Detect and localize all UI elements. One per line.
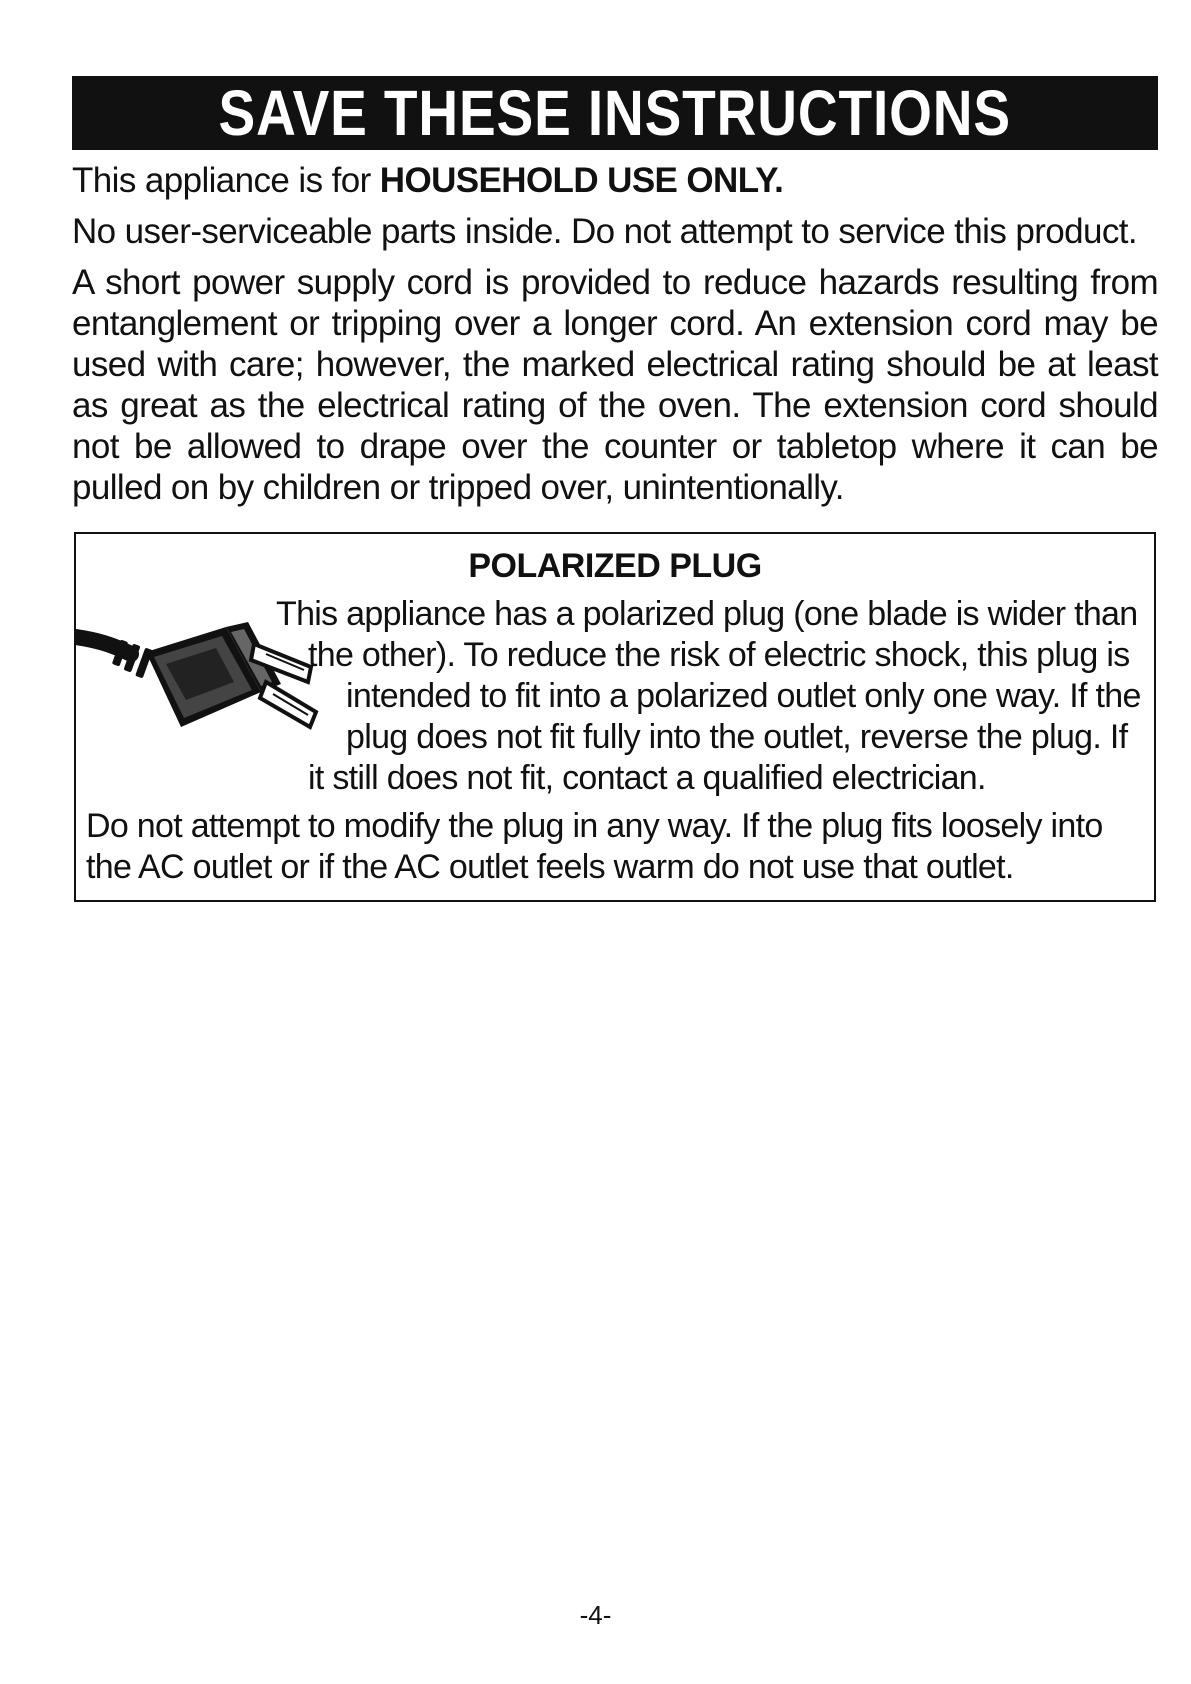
save-instructions-banner (72, 76, 1158, 150)
plug-text-line: the AC outlet or if the AC outlet feels warm do not use that outlet. (86, 848, 1014, 886)
plug-text-line: it still does not fit, contact a qualified electrician. (308, 759, 986, 797)
plug-text-line: intended to fit into a polarized outlet only one way. If the (346, 677, 1141, 715)
cord-notice: A short power supply cord is provided to reduce hazards resulting from entanglement or tripping over a longer cord. An extension cord may be used with care; however, the marked electrical rating should be at least as great as the electrical rating of the oven. The extension cord should not be allowed to drape over the counter or tabletop where it can be pulled on by children or tripped over, unintentionally. (72, 263, 1158, 507)
household-prefix: This appliance is for (72, 161, 380, 200)
polarized-plug-section (74, 532, 1156, 902)
household-use-notice (72, 160, 1158, 201)
plug-text-line: plug does not fit fully into the outlet, reverse the plug. If (346, 718, 1128, 756)
household-emphasis: HOUSEHOLD USE ONLY. (379, 161, 784, 200)
plug-text-line: This appliance has a polarized plug (one blade is wider than (276, 595, 1138, 633)
polarized-plug-title: POLARIZED PLUG (468, 547, 762, 585)
service-notice: No user-serviceable parts inside. Do not attempt to service this product. (72, 212, 1138, 251)
page-number: -4- (579, 1600, 612, 1630)
banner-title: SAVE THESE INSTRUCTIONS (218, 77, 1012, 149)
plug-text-line: the other). To reduce the risk of electric shock, this plug is (308, 636, 1130, 674)
plug-text-line: Do not attempt to modify the plug in any way. If the plug fits loosely into (86, 807, 1103, 845)
